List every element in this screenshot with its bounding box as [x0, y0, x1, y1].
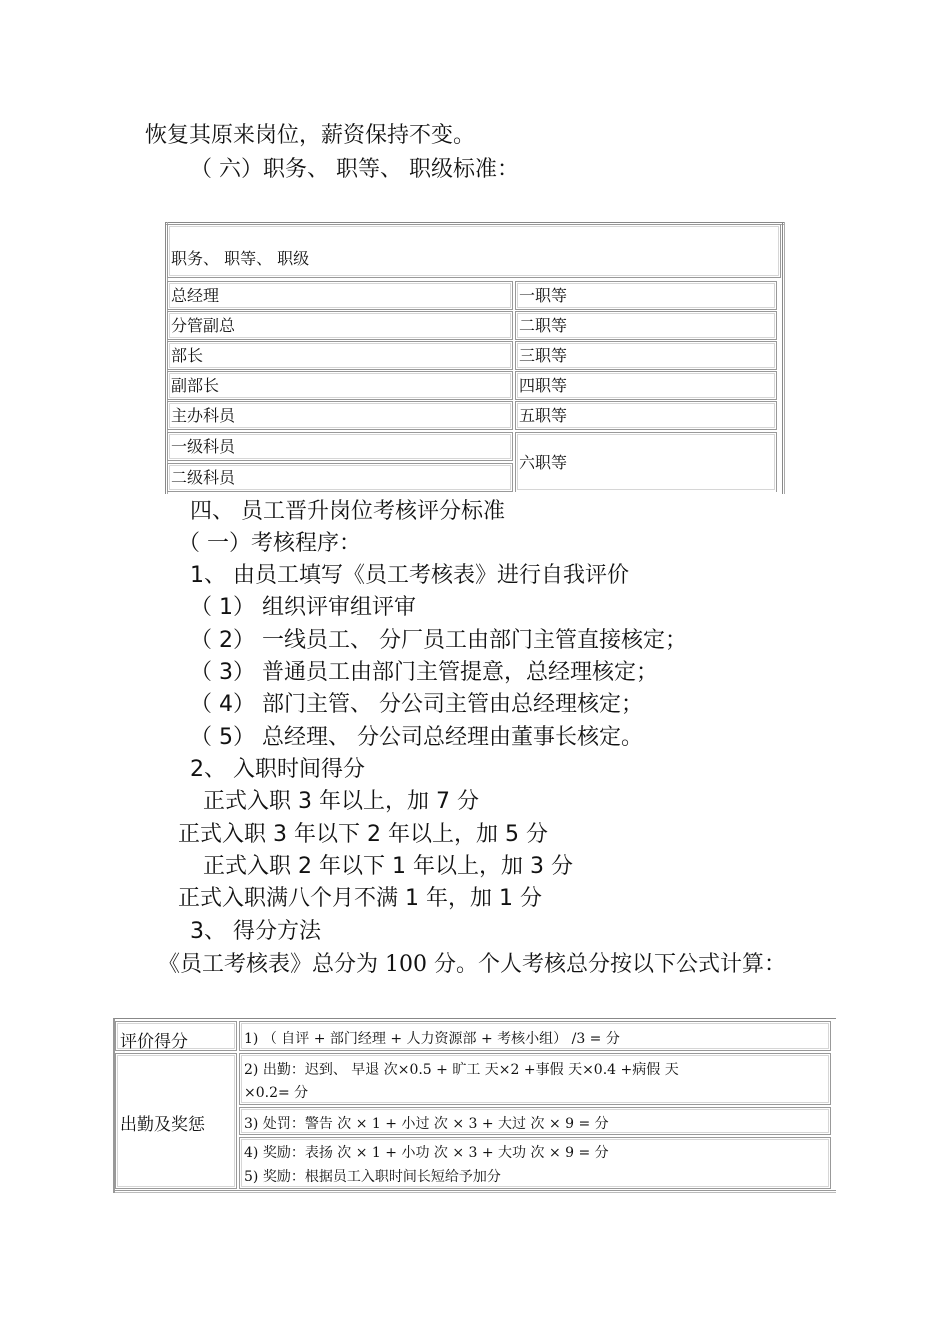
table-cell-position: 部长: [167, 341, 513, 370]
list-item: （ 5） 总经理、 分公司总经理由董事长核定。: [190, 725, 643, 750]
table-cell-grade: 三职等: [515, 341, 777, 370]
paragraph-line: 《员工考核表》总分为 100 分。个人考核总分按以下公式计算：: [158, 952, 786, 977]
formula-text: 3) 处罚：警告 次 × 1 + 小过 次 × 3 + 大过 次 × 9 = 分: [244, 1116, 609, 1132]
list-item: 2、 入职时间得分: [190, 757, 365, 782]
table-formula-cell: [239, 1053, 831, 1105]
table-cell-grade: 一职等: [515, 281, 777, 310]
table-cell-grade: 五职等: [515, 401, 777, 430]
formula-text: 1) （ 自评 + 部门经理 + 人力资源部 + 考核小组） /3 = 分: [244, 1031, 620, 1047]
list-item: （ 4） 部门主管、 分公司主管由总经理核定；: [190, 692, 643, 717]
scoring-table: [113, 1018, 836, 1193]
formula-text: ×0.2= 分: [244, 1085, 309, 1101]
list-item: 正式入职满八个月不满 1 年，加 1 分: [178, 886, 542, 911]
table-label-cell: [115, 1053, 237, 1189]
subsection-heading: （ 一）考核程序：: [178, 531, 361, 556]
table-cell-grade: 二职等: [515, 311, 777, 340]
formula-text: 5) 奖励：根据员工入职时间长短给予加分: [244, 1169, 501, 1185]
table-label-cell: [115, 1021, 237, 1051]
formula-text: 2) 出勤：迟到、 早退 次×0.5 + 旷工 天×2 +事假 天×0.4 +病假 天: [244, 1062, 679, 1078]
table-cell-position: 副部长: [167, 371, 513, 400]
list-item: （ 1） 组织评审组评审: [190, 595, 416, 620]
table-cell-position: 主办科员: [167, 401, 513, 430]
section-heading: （ 六）职务、 职等、 职级标准：: [190, 157, 519, 182]
table-header: 职务、 职等、 职级: [167, 224, 781, 278]
table-formula-cell: [239, 1107, 831, 1135]
list-item: （ 3） 普通员工由部门主管提意，总经理核定；: [190, 660, 658, 685]
list-item: 3、 得分方法: [190, 919, 321, 944]
table-cell-position: 一级科员: [167, 432, 513, 461]
list-item: 正式入职 2 年以下 1 年以上，加 3 分: [203, 854, 573, 879]
table-cell-position: 分管副总: [167, 311, 513, 340]
table-cell-grade-merged: 六职等: [515, 432, 777, 492]
table-cell-grade: 四职等: [515, 371, 777, 400]
score-label: 评价得分: [120, 1032, 188, 1052]
section-heading: 四、 员工晋升岗位考核评分标准: [190, 499, 505, 524]
table-formula-cell: [239, 1021, 831, 1051]
rank-table: [165, 222, 785, 494]
paragraph-line: 恢复其原来岗位，薪资保持不变。: [145, 123, 476, 148]
list-item: 正式入职 3 年以上，加 7 分: [203, 789, 479, 814]
list-item: 1、 由员工填写《员工考核表》进行自我评价: [190, 563, 629, 588]
attendance-label: 出勤及奖惩: [120, 1115, 205, 1135]
table-cell-position: 二级科员: [167, 463, 513, 492]
list-item: （ 2） 一线员工、 分厂员工由部门主管直接核定；: [190, 628, 687, 653]
formula-text: 4) 奖励：表扬 次 × 1 + 小功 次 × 3 + 大功 次 × 9 = 分: [244, 1145, 609, 1161]
list-item: 正式入职 3 年以下 2 年以上，加 5 分: [178, 822, 548, 847]
table-cell-position: 总经理: [167, 281, 513, 310]
table-formula-cell: [239, 1137, 831, 1189]
